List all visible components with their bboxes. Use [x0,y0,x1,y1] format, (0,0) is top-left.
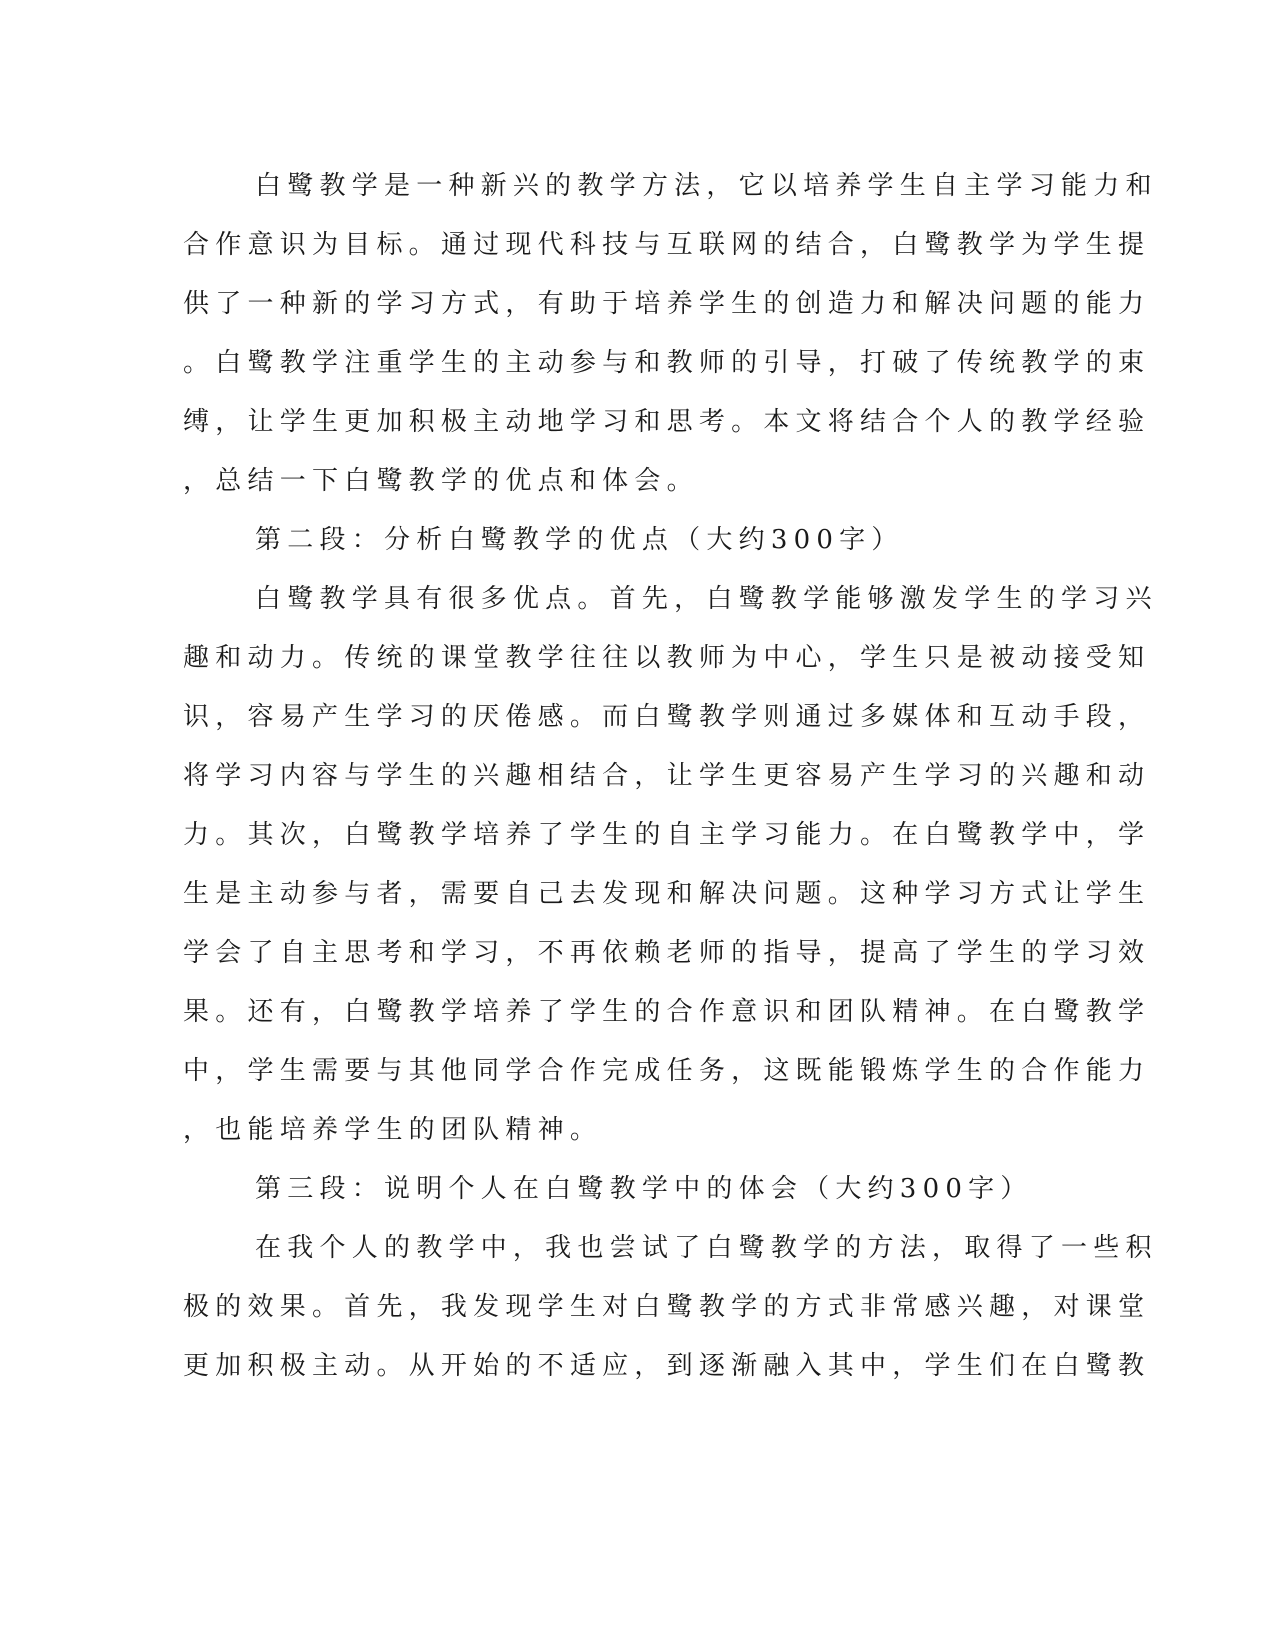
document-page [183,157,1158,1396]
section-heading-2: 第二段：分析白鹭教学的优点（大约300字） [255,525,904,555]
paragraph-2-line-5: 力。其次，白鹭教学培养了学生的自主学习能力。在白鹭教学中，学 [183,820,1151,850]
paragraph-2-line-3: 识，容易产生学习的厌倦感。而白鹭教学则通过多媒体和互动手段， [183,702,1151,732]
paragraph-2-line-1: 白鹭教学具有很多优点。首先，白鹭教学能够激发学生的学习兴 [255,584,1158,614]
paragraph-1-line-2: 合作意识为目标。通过现代科技与互联网的结合，白鹭教学为学生提 [183,230,1151,260]
paragraph-1-line-3: 供了一种新的学习方式，有助于培养学生的创造力和解决问题的能力 [183,289,1151,319]
paragraph-3-line-2: 极的效果。首先，我发现学生对白鹭教学的方式非常感兴趣，对课堂 [183,1292,1151,1322]
paragraph-1-line-5: 缚，让学生更加积极主动地学习和思考。本文将结合个人的教学经验 [183,407,1151,437]
paragraph-1-line-1: 白鹭教学是一种新兴的教学方法，它以培养学生自主学习能力和 [255,171,1158,201]
paragraph-3-line-3: 更加积极主动。从开始的不适应，到逐渐融入其中，学生们在白鹭教 [183,1351,1151,1381]
paragraph-2-line-6: 生是主动参与者，需要自己去发现和解决问题。这种学习方式让学生 [183,879,1151,909]
paragraph-3-line-1: 在我个人的教学中，我也尝试了白鹭教学的方法，取得了一些积 [255,1233,1158,1263]
paragraph-2-line-4: 将学习内容与学生的兴趣相结合，让学生更容易产生学习的兴趣和动 [183,761,1151,791]
paragraph-2-line-2: 趣和动力。传统的课堂教学往往以教师为中心，学生只是被动接受知 [183,643,1151,673]
paragraph-1-line-4: 。白鹭教学注重学生的主动参与和教师的引导，打破了传统教学的束 [183,348,1151,378]
paragraph-2-line-8: 果。还有，白鹭教学培养了学生的合作意识和团队精神。在白鹭教学 [183,997,1151,1027]
paragraph-2-line-9: 中，学生需要与其他同学合作完成任务，这既能锻炼学生的合作能力 [183,1056,1151,1086]
paragraph-2-line-7: 学会了自主思考和学习，不再依赖老师的指导，提高了学生的学习效 [183,938,1151,968]
paragraph-2-line-10: ，也能培养学生的团队精神。 [183,1115,603,1145]
paragraph-1-line-6: ，总结一下白鹭教学的优点和体会。 [183,466,699,496]
section-heading-3: 第三段：说明个人在白鹭教学中的体会（大约300字） [255,1174,1033,1204]
